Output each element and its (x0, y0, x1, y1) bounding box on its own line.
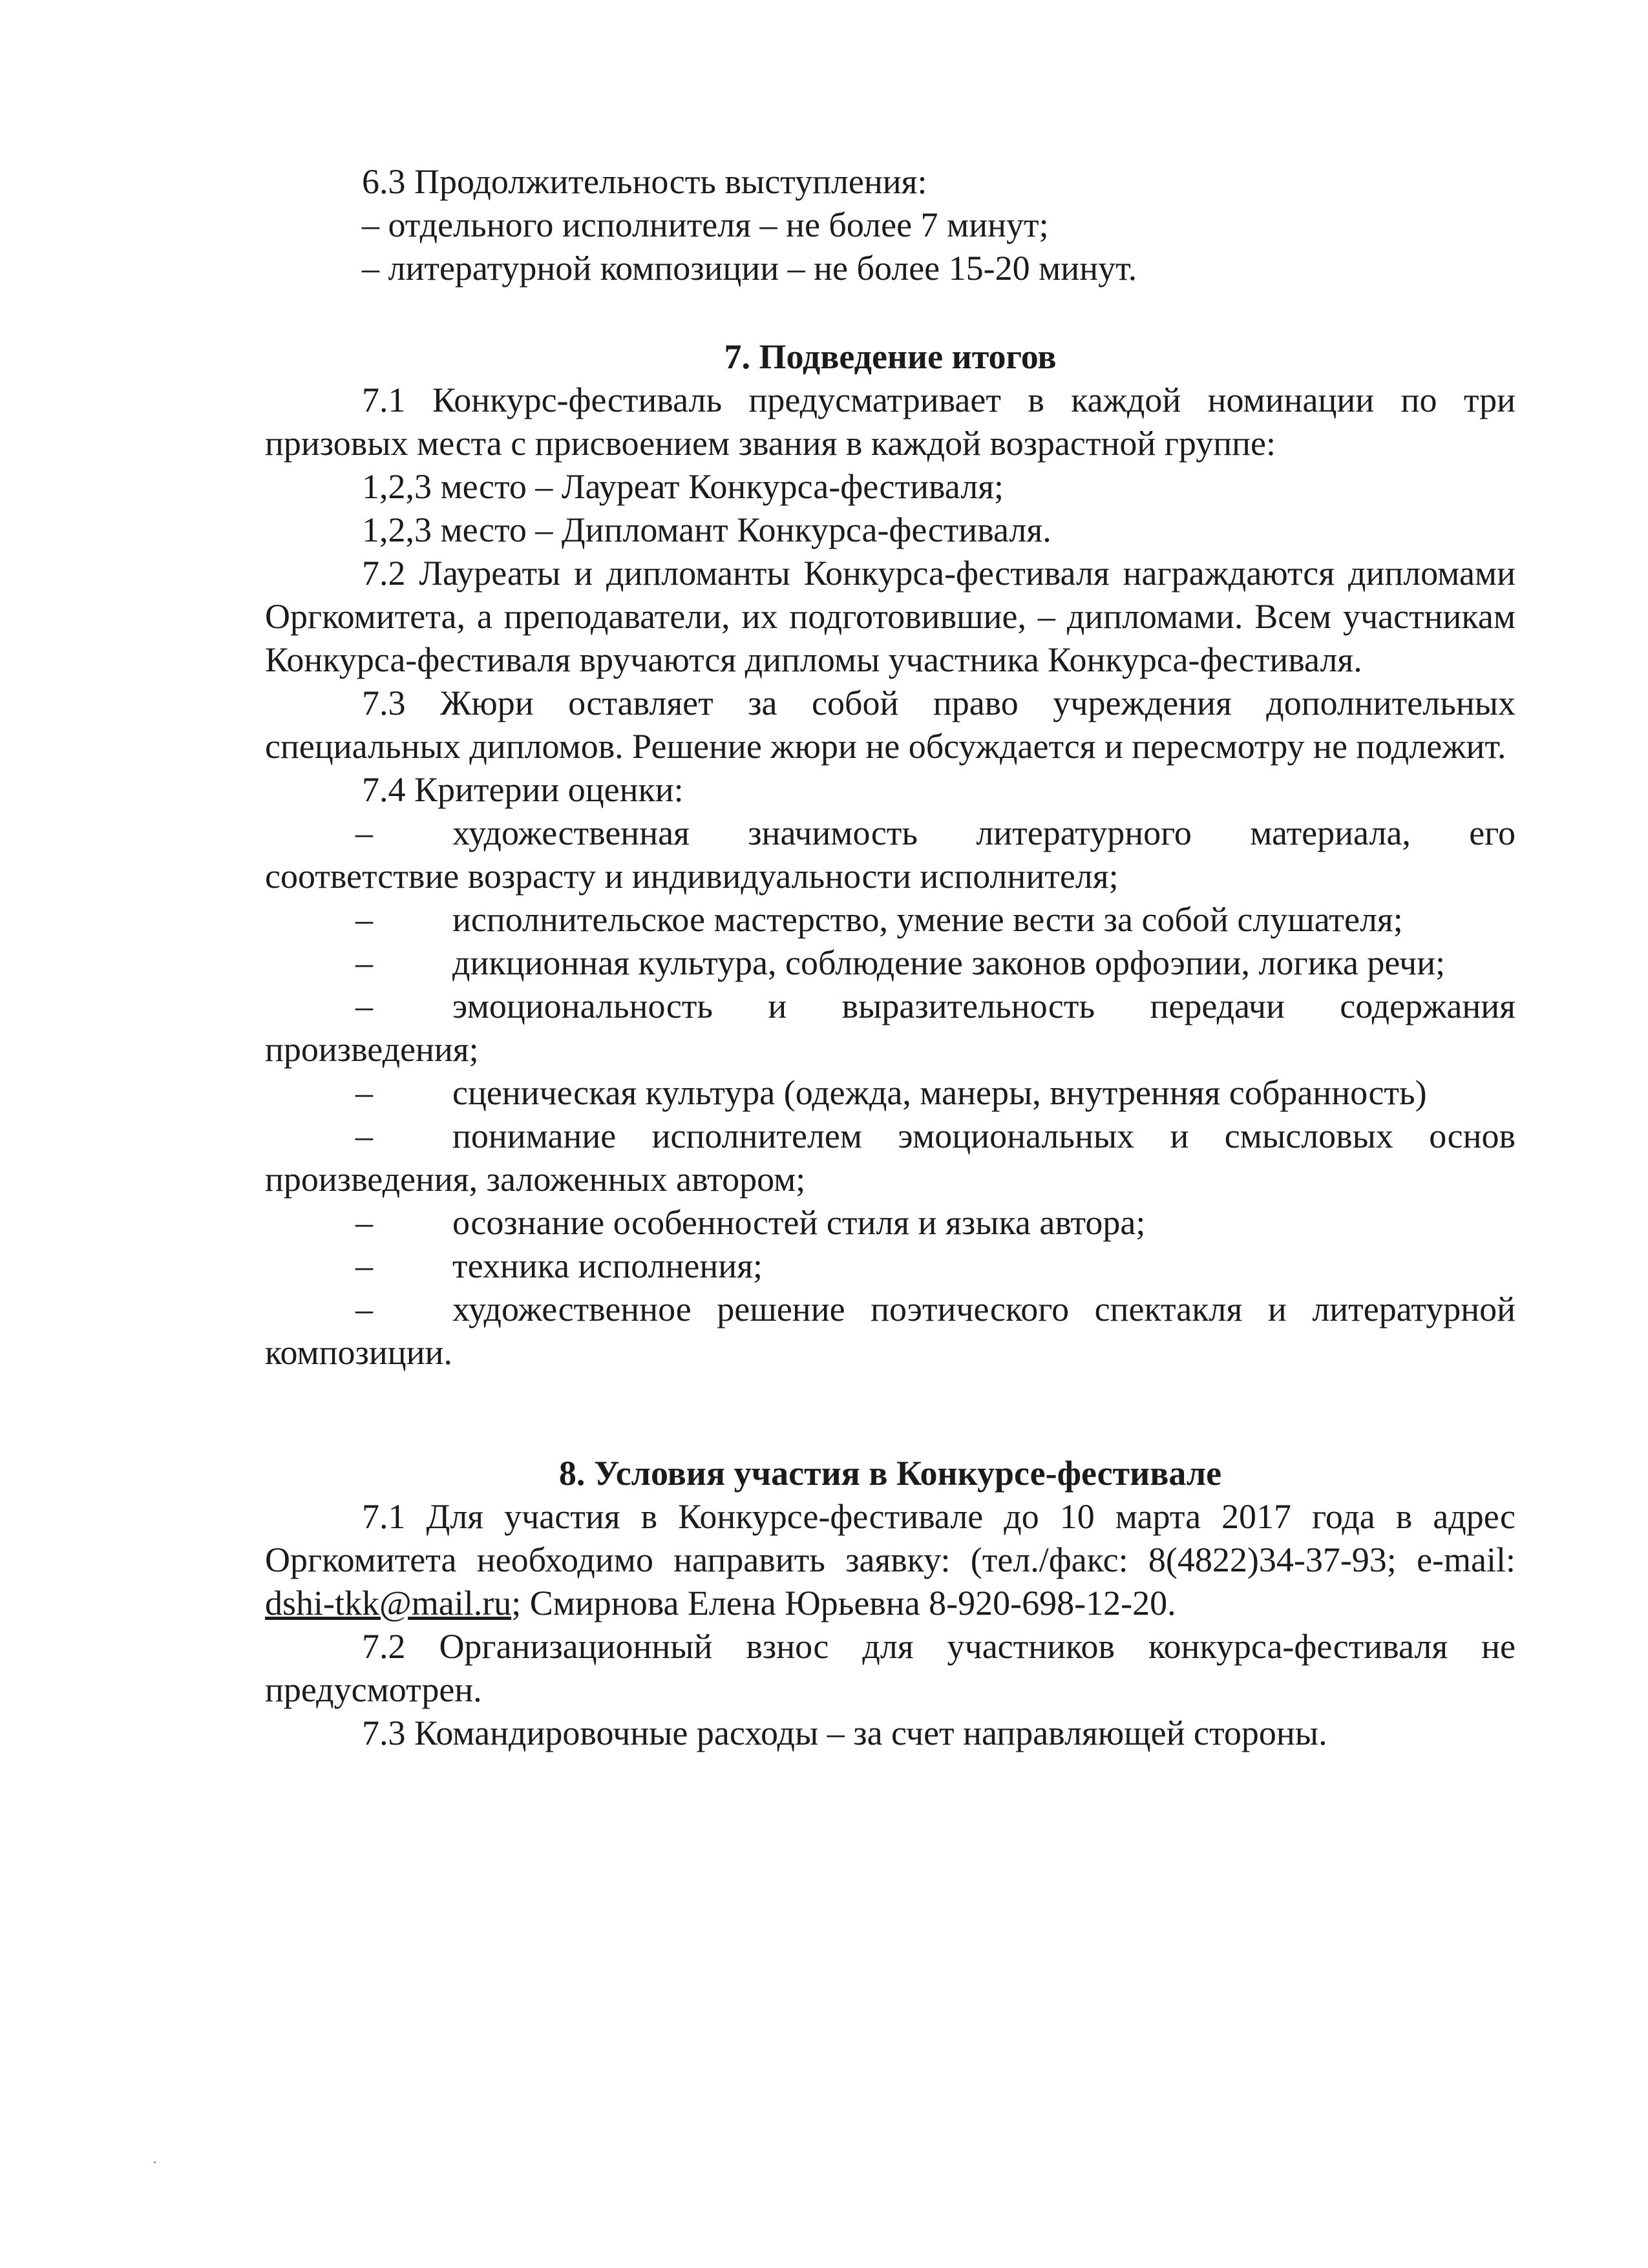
criteria-item (265, 1288, 1516, 1374)
clause-7-1-laureate: 1,2,3 место – Лауреат Конкурса-фестиваля; (362, 467, 1004, 506)
list-dash: – (355, 1203, 373, 1242)
criteria-item (265, 1201, 1516, 1244)
clause-7-3: 7.3 Жюри оставляет за собой право учреждения дополнительных специальных дипломов. Решение жюри не обсуждается и пересмотру не подлежит. (265, 684, 1516, 766)
section-8-heading: 8. Условия участия в Конкурсе-фестивале (558, 1454, 1222, 1493)
criteria-item-text: художественное решение поэтического спектакля и литературной композиции. (265, 1290, 1516, 1372)
list-dash: – (355, 814, 373, 852)
criteria-item-text: эмоциональность и выразительность передачи содержания произведения; (265, 987, 1516, 1069)
criteria-item (265, 898, 1516, 941)
criteria-item (265, 812, 1516, 898)
clause-7-1-diploma: 1,2,3 место – Дипломант Конкурса-фестиваля. (362, 510, 1051, 549)
criteria-item-text: техника исполнения; (452, 1246, 763, 1285)
section-7-heading: 7. Подведение итогов (724, 337, 1057, 376)
criteria-item-text: исполнительское мастерство, умение вести за собой слушателя; (452, 900, 1403, 939)
list-dash: – (355, 943, 373, 982)
clause-7-2: 7.2 Лауреаты и дипломанты Конкурса-фестиваля награждаются дипломами Оргкомитета, а преподаватели, их подготовившие, – дипломами. Всем участникам Конкурса-фестиваля вручаются дипломы участника Конкурса-фестиваля. (265, 554, 1516, 679)
document-body (265, 160, 1516, 1755)
list-dash: – (355, 1246, 373, 1285)
clause-7-4-title: 7.4 Критерии оценки: (362, 770, 684, 809)
criteria-item (265, 1244, 1516, 1288)
clause-8-application (265, 1495, 1516, 1625)
criteria-list (265, 812, 1516, 1374)
criteria-item (265, 1115, 1516, 1201)
clause-6-3-item-1: – отдельного исполнителя – не более 7 минут; (362, 205, 1049, 244)
list-dash: – (355, 1117, 373, 1155)
list-dash: – (355, 987, 373, 1025)
criteria-item (265, 1071, 1516, 1115)
clause-8-travel: 7.3 Командировочные расходы – за счет направляющей стороны. (362, 1714, 1327, 1752)
clause-6-3-item-2: – литературной композиции – не более 15-20 минут. (362, 249, 1137, 288)
criteria-item (265, 941, 1516, 985)
contact-text: ; Смирнова Елена Юрьевна 8-920-698-12-20. (511, 1584, 1176, 1622)
scan-speck (154, 2161, 156, 2163)
list-dash: – (355, 1073, 373, 1112)
criteria-item-text: сценическая культура (одежда, манеры, внутренняя собранность) (452, 1073, 1427, 1112)
clause-8-fee: 7.2 Организационный взнос для участников конкурса-фестиваля не предусмотрен. (265, 1627, 1516, 1709)
criteria-item-text: дикционная культура, соблюдение законов орфоэпии, логика речи; (452, 943, 1446, 982)
list-dash: – (355, 900, 373, 939)
criteria-item-text: художественная значимость литературного материала, его соответствие возрасту и индивидуальности исполнителя; (265, 814, 1516, 896)
list-dash: – (355, 1290, 373, 1328)
clause-7-1: 7.1 Конкурс-фестиваль предусматривает в каждой номинации по три призовых места с присвоением звания в каждой возрастной группе: (265, 381, 1516, 463)
criteria-item-text: понимание исполнителем эмоциональных и смысловых основ произведения, заложенных автором; (265, 1117, 1516, 1199)
clause-6-3-title: 6.3 Продолжительность выступления: (362, 162, 927, 201)
criteria-item-text: осознание особенностей стиля и языка автора; (452, 1203, 1146, 1242)
criteria-item (265, 985, 1516, 1071)
application-text: 7.1 Для участия в Конкурсе-фестивале до 10 марта 2017 года в адрес Оргкомитета необходимо направить заявку: (тел./факс: 8(4822)34-37-93; e-mail: (265, 1497, 1516, 1579)
email-link[interactable]: dshi-tkk@mail.ru (265, 1584, 512, 1622)
